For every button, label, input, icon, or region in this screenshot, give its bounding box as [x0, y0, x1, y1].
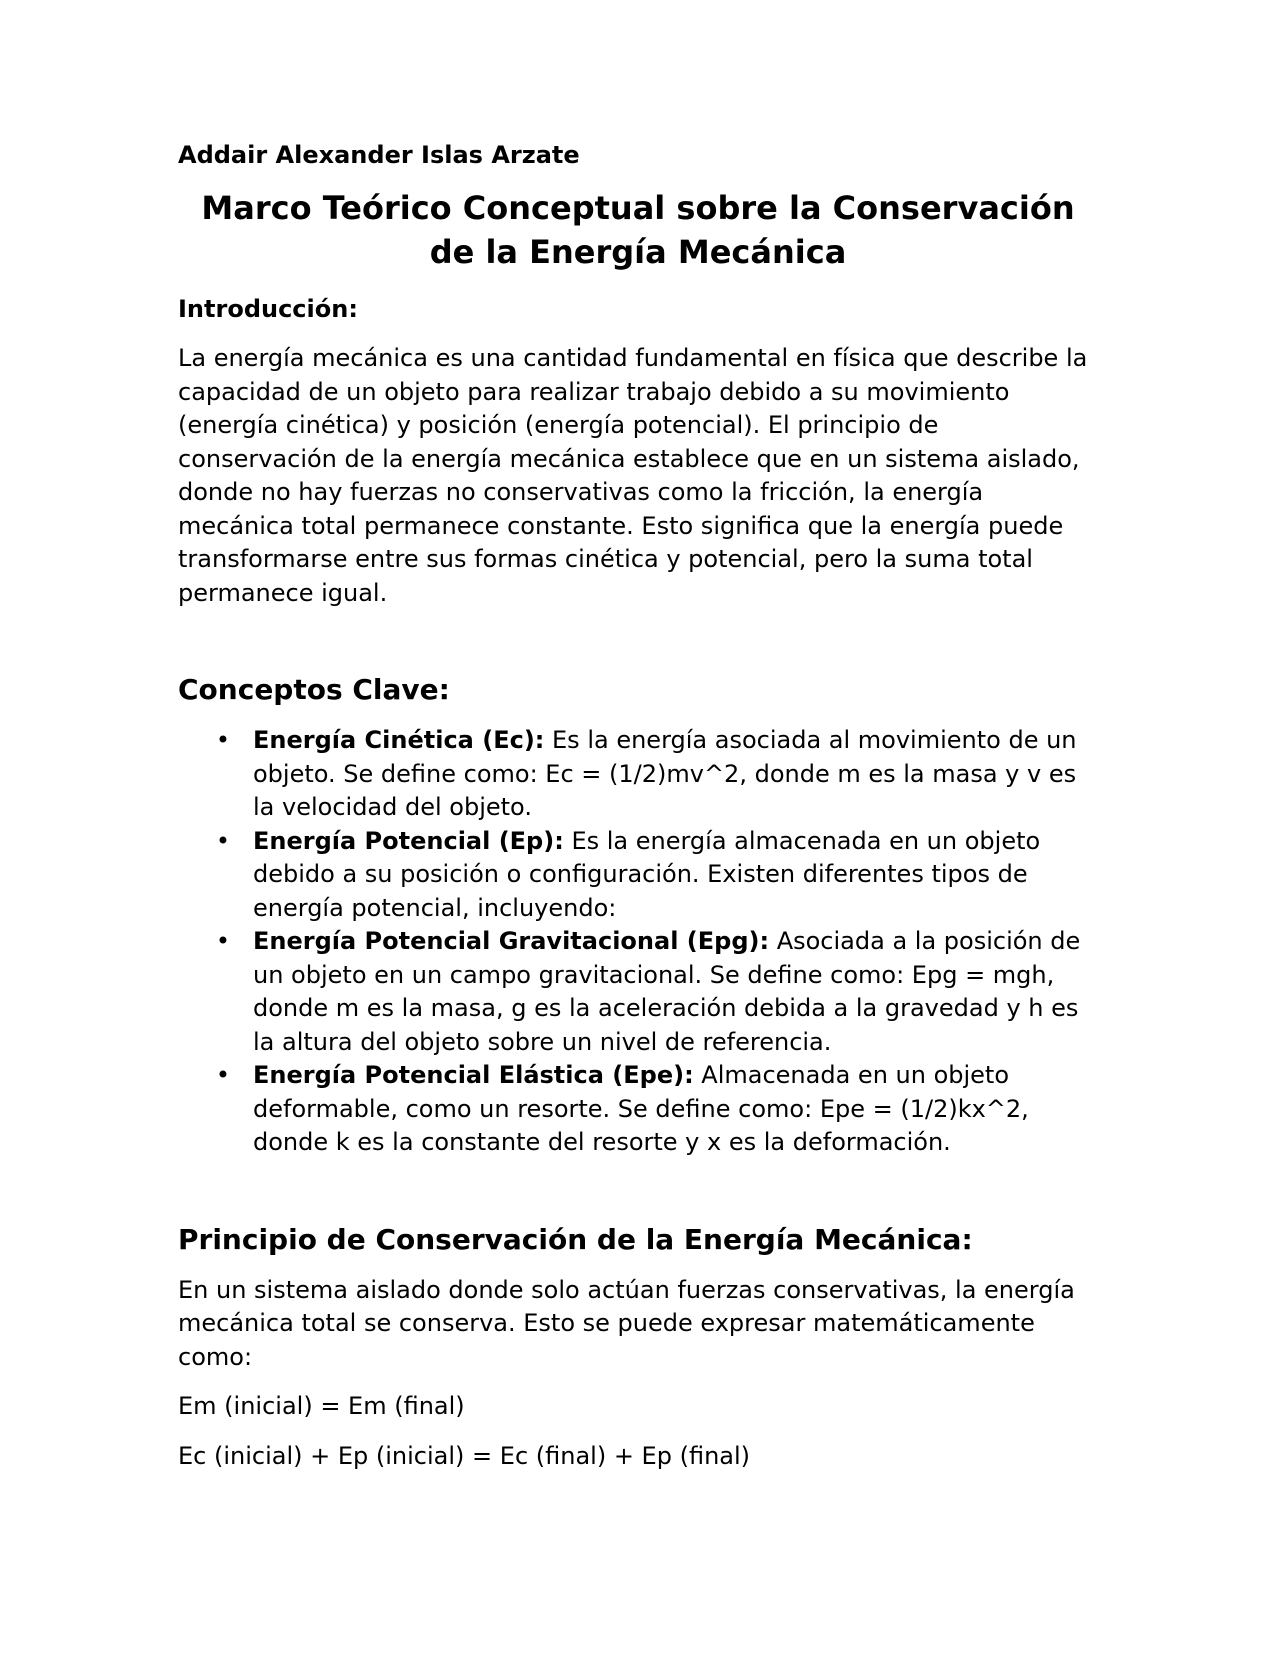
concept-term: Energía Cinética (Ec): — [253, 726, 545, 754]
concept-description: Es la energía asociada al movimiento de un objeto. Se define como: Ec = (1/2)mv^2, donde m es la masa y v es la velocidad del objeto. — [253, 726, 1077, 821]
concepts-list — [178, 724, 1098, 1160]
bullet-icon: • — [215, 826, 231, 855]
list-item — [178, 925, 1098, 1059]
list-item — [178, 724, 1098, 825]
concepts-heading: Conceptos Clave: — [178, 673, 450, 706]
concept-term: Energía Potencial Gravitacional (Epg): — [253, 927, 770, 955]
document-content — [178, 138, 1098, 1489]
document-title: Marco Teórico Conceptual sobre la Conservación de la Energía Mecánica — [201, 189, 1075, 271]
list-item — [178, 825, 1098, 926]
intro-paragraph: La energía mecánica es una cantidad fundamental en física que describe la capacidad de un objeto para realizar trabajo debido a su movimiento (energía cinética) y posición (energía potencial). El principio de conservación de la energía mecánica establece que en un sistema aislado, donde no hay fuerzas no conservativas como la fricción, la energía mecánica total permanece constante. Esto significa que la energía puede transformarse entre sus formas cinética y potencial, pero la suma total permanece igual. — [178, 344, 1088, 607]
section-spacer — [178, 626, 1098, 670]
concept-description: Asociada a la posición de un objeto en un campo gravitacional. Se define como: Epg = mgh, donde m es la masa, g es la aceleración debida a la gravedad y h es la altura del objeto sobre un nivel de referencia. — [253, 927, 1081, 1056]
bullet-icon: • — [215, 927, 231, 955]
intro-heading: Introducción: — [178, 295, 358, 323]
principle-paragraph: En un sistema aislado donde solo actúan fuerzas conservativas, la energía mecánica total se conserva. Esto se puede expresar matemáticamente como: — [178, 1275, 1075, 1371]
concept-term: Energía Potencial (Ep): — [253, 826, 564, 855]
section-spacer — [178, 1160, 1098, 1220]
concept-description: Almacenada en un objeto deformable, como un resorte. Se define como: Epe = (1/2)kx^2, donde k es la constante del resorte y x es la deformación. — [253, 1061, 1029, 1156]
concept-description: Es la energía almacenada en un objeto debido a su posición o configuración. Existen diferentes tipos de energía potencial, incluyendo: — [253, 826, 1041, 922]
bullet-icon: • — [215, 1061, 231, 1089]
formula-energy-sum: Ec (inicial) + Ep (inicial) = Ec (final) + Ep (final) — [178, 1441, 751, 1470]
concept-term: Energía Potencial Elástica (Epe): — [253, 1061, 694, 1089]
bullet-icon: • — [215, 726, 231, 754]
formula-mechanical-energy: Em (inicial) = Em (final) — [178, 1392, 465, 1420]
list-item — [178, 1059, 1098, 1160]
principle-heading: Principio de Conservación de la Energía Mecánica: — [178, 1222, 973, 1256]
author-name: Addair Alexander Islas Arzate — [178, 141, 580, 169]
